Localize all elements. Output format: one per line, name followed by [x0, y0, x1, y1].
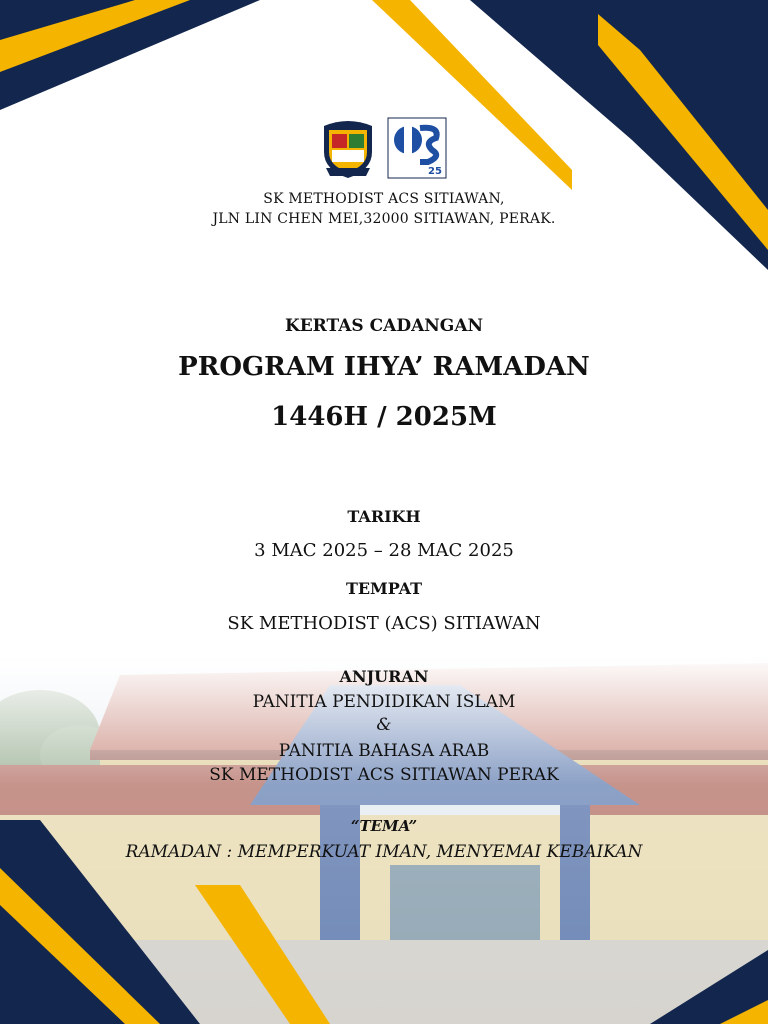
theme-label: “TEMA” [350, 817, 418, 835]
school-address [0, 189, 768, 229]
theme-value: RAMADAN : MEMPERKUAT IMAN, MENYEMAI KEBAIKAN [125, 842, 643, 862]
date-value: 3 MAC 2025 – 28 MAC 2025 [254, 540, 514, 561]
logo-row [320, 116, 450, 182]
organizer-ampersand: & [376, 715, 392, 735]
address-line-2: JLN LIN CHEN MEI,32000 SITIAWAN, PERAK. [212, 211, 556, 227]
venue-value: SK METHODIST (ACS) SITIAWAN [227, 613, 541, 634]
document-type: KERTAS CADANGAN [284, 316, 484, 336]
date-label: TARIKH [347, 507, 421, 526]
address-line-1: SK METHODIST ACS SITIAWAN, [263, 191, 505, 207]
svg-text:25: 25 [428, 166, 442, 177]
program-title: PROGRAM IHYA’ RAMADAN [178, 352, 590, 382]
organizer-label: ANJURAN [339, 667, 429, 686]
organizer-line-2: PANITIA BAHASA ARAB [278, 741, 490, 761]
organizer-line-1: PANITIA PENDIDIKAN ISLAM [252, 692, 516, 712]
school-crest-icon [324, 121, 372, 178]
organizer-line-3: SK METHODIST ACS SITIAWAN PERAK [209, 765, 559, 785]
ks25-emblem-icon [388, 118, 446, 178]
program-year: 1446H / 2025M [271, 402, 497, 432]
venue-label: TEMPAT [345, 579, 423, 598]
